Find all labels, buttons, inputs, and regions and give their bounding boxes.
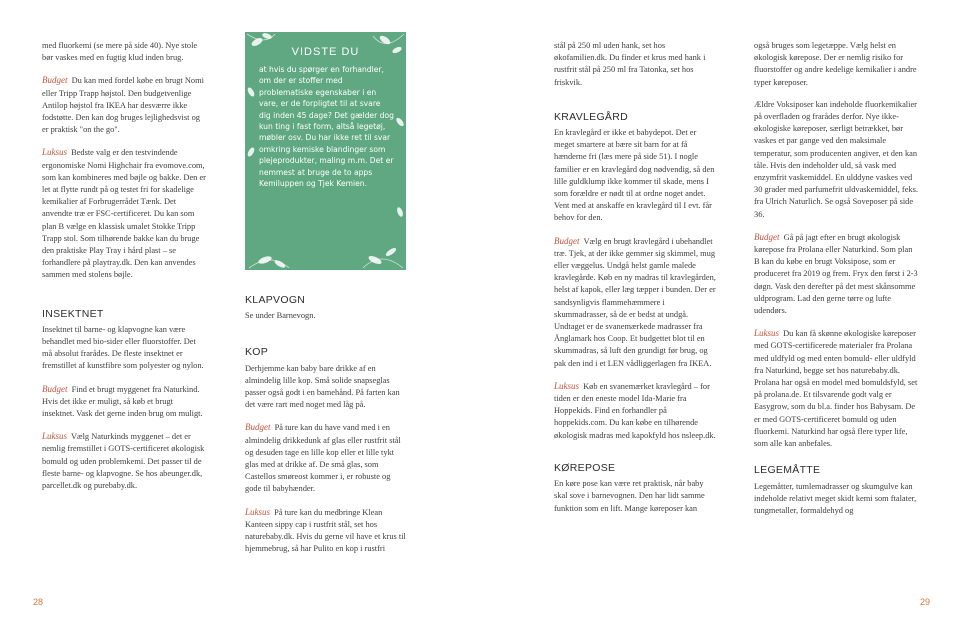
paragraph: En kravlegård er ikke et babydepot. Det er meget smartere at bære sit barn for at få hænderne fri (læs mere på side 51). I nogle familier er en kravlegård dog nødvendig, så den lille guldklump ikke kommer til skade, mens I som forældre er nødt til at ordne noget andet. Vent med at anskaffe en kravlegård til I evt. får behov for den.	[554, 128, 715, 223]
paragraph: Se under Barnevogn.	[245, 311, 316, 321]
paragraph-text: Bedste valg er den testvindende ergonomiske Nomi Highchair fra evomove.com, som kan kombineres med bøjle og bakke. Den er let at flytte rundt på og testet fri for skadelige kemikalier af Forbrugerrådet Tænk. Det anvendte træ er FSC-certificeret. Du kan som plan B vælge en klassisk umalet Stokke Tripp Trapp stol. Som tilhørende bakke kan du bruge den praktiske Play Tray i hård plast – se forhandlere på playtray.dk. Den kan anvendes sammen med stolens bøjle.	[42, 148, 206, 280]
budget-tag: Budget	[245, 422, 271, 433]
paragraph: Derhjemme kan baby bare drikke af en almindelig lille kop. Små solide snapseglas passer også godt i en bamehånd. På farten kan det være rart med noget med låg på.	[245, 363, 400, 410]
paragraph	[42, 430, 207, 492]
paragraph	[42, 146, 207, 281]
page-number: 29	[919, 597, 930, 607]
right-page	[480, 0, 960, 617]
paragraph-text: Vælg Naturkinds myggenet – det er nemlig fremstillet i GOTS-certificeret økologisk bomuld og uden problemkemi. Det passer til de fleste barne- og klapvogne. Se hos abeunger.dk, parcellet.dk og purebaby.dk.	[42, 432, 205, 491]
luksus-tag: Luksus	[42, 147, 68, 158]
paragraph-text: Køb en svanemærket kravlegård – for tiden er den eneste model Ida-Marie fra Hoppekids. Find en forhandler på hoppekids.com. Du kan købe en tilhørende økologisk madras med kapokfyld hos nsleep.dk.	[554, 381, 716, 440]
paragraph-text: Vælg en brugt kravlegård i ubehandlet træ. Tjek, at der ikke gemmer sig skimmel, mug eller væggelus. Undgå helst gamle malede kravlegårde. Køb en ny madras til kravlegården, helst af kapok, eller læg tæpper i bunden. Der er sandsynligvis flammehæmmere i skummadrasser, så de er bedst at undgå. Undtaget er de svanemærkede madrasser fra Ånglamark hos Coop. Et budgettet blot til en skummadras, så luft den grundigt før brug, og pak den ind i et LEN vådliggerlagen fra IKEA.	[554, 236, 716, 368]
box-text: at hvis du spørger en forhandler, om der er stoffer med problematiske egenskaber i en vare, er de forpligtet til at svare dig inden 45 dage? Det gælder dog kun ting i fast form, altså legetøj, møbler osv. Du har ikke ret til svar omkring kemiske blandinger som plejeprodukter, maling m.m. Det er nemmest at bruge de to apps Kemiluppen og Tjek Kemien.	[259, 65, 394, 189]
paragraph	[554, 235, 717, 370]
paragraph	[245, 421, 408, 495]
paragraph	[754, 327, 919, 450]
budget-tag: Budget	[42, 383, 68, 394]
section-heading: KLAPVOGN	[245, 294, 306, 306]
luksus-tag: Luksus	[554, 380, 580, 391]
paragraph: En køre pose kan være ret praktisk, når baby skal sove i barnevognen. Den har lidt samme funktion som en lift. Mange køreposer kan	[554, 479, 705, 513]
section-heading: KOP	[245, 346, 269, 359]
paragraph	[42, 74, 207, 136]
paragraph: Legemåtter, tumlemadrasser og skumgulve kan indeholde relativt meget skidt kemi som ftalater, tungmetaller, formaldehyd og	[754, 481, 917, 515]
paragraph: Insektnet til barne- og klapvogne kan være behandlet med bio-sider eller fluorstoffer. Det må absolut frarådes. De fleste insektnet er fremstillet af kunstfibre som polyester og nylon.	[42, 324, 204, 371]
budget-tag: Budget	[554, 235, 580, 246]
paragraph-text: På ture kan du medbringe Klean Kanteen sippy cap i rustfrit stål, set hos naturebaby.dk. Hvis du gerne vil have et krus til hjemmebrug, så har Pulito en kop i rustfri	[245, 507, 406, 554]
right-column-2	[754, 40, 919, 527]
left-column-1	[42, 40, 207, 502]
box-title: VIDSTE DU	[291, 46, 360, 58]
paragraph-text: Du kan med fordel købe en brugt Nomi eller Tripp Trapp højstol. Den budgetvenlige Antilop højstol fra IKEA har desværre ikke fodstøtte. Den kan dog bruges lejlighedsvist og er praktisk "on the go".	[42, 76, 204, 135]
luksus-tag: Luksus	[754, 328, 780, 339]
luksus-tag: Luksus	[245, 506, 271, 517]
paragraph-text: På ture kan du have vand med i en almindelig drikkedunk af glas eller rustfrit stål og desuden tage en lille kop eller et lille tykt glas med at drikke af. De små glas, som Castellos smøreost kommer i, er robuste og gode til babyhænder.	[245, 423, 401, 494]
paragraph: med fluorkemi (se mere på side 40). Nye stole bør vaskes med en fugtig klud inden brug.	[42, 41, 198, 63]
paragraph: også bruges som legetæppe. Vælg helst en økologisk kørepose. Der er nemlig risiko for fluorstoffer og andre kedelige kemikalier i andre typer køreposer.	[754, 41, 917, 87]
section-heading: LEGEMÅTTE	[754, 464, 821, 477]
section-heading: KRAVLEGÅRD	[554, 110, 628, 123]
luksus-tag: Luksus	[42, 431, 68, 442]
budget-tag: Budget	[754, 231, 780, 242]
budget-tag: Budget	[42, 75, 68, 86]
paragraph	[754, 231, 919, 317]
paragraph: stål på 250 ml uden hank, set hos økofamilien.dk. Du finder et krus med hank i rustfrit stål på 250 ml fra Tatonka, set hos friskvik.	[554, 41, 706, 87]
left-column-2	[245, 280, 408, 565]
section-heading: KØREPOSE	[554, 461, 616, 474]
page-number: 28	[33, 597, 44, 607]
paragraph	[554, 380, 717, 442]
paragraph-text: Gå på jagt efter en brugt økologisk kørepose fra Prolana eller Naturkind. Som plan B kan du købe en brugt Voksipose, som er produceret fra 2019 og frem. Fryx den først i 2-3 døgn. Vask den derefter på det mest skånsomme uldprogram. Lad den gerne tørre og lufte udendørs.	[754, 232, 918, 316]
paragraph	[42, 383, 207, 421]
paragraph	[245, 506, 408, 556]
paragraph-text: Du kan få skønne økologiske køreposer med GOTS-certificerede materialer fra Prolana med uldfyld og med enten bomuld- eller uldfyld fra Naturkind, begge set hos naturebaby.dk. Prolana har også en model med bomuldsfyld, set på prolana.de. Et tilsvarende godt valg er Easygrow, som du bl.a. finder hos Babysam. De er med GOTS-certificeret bomuld og uden fluorkemi. Naturkind har også flere typer life, som alle kan anbefales.	[754, 329, 918, 449]
fact-box	[245, 32, 406, 270]
section-heading: INSEKTNET	[42, 307, 104, 320]
paragraph: Ældre Voksiposer kan indeholde fluorkemikalier på overfladen og frarådes derfor. Nye ikke-økologiske køreposer, særligt betrækket, bør vaskes et par gange ved den maksimale temperatur, som producenten angiver, et den kan tåle. Hvis den indeholder uld, så vask med enzymfrit vaskemiddel. En ulddyne vaskes ved 30 grader med parfumefrit uldvaskemiddel, feks. fra Ulrich Naturlich. Se også Soveposer på side 36.	[754, 99, 918, 219]
paragraph-text: Find et brugt myggenet fra Naturkind. Hvis det ikke er muligt, så køb et brugt insektnet. Vask det gerne inden brug om muligt.	[42, 384, 203, 419]
right-column-1	[554, 40, 717, 525]
